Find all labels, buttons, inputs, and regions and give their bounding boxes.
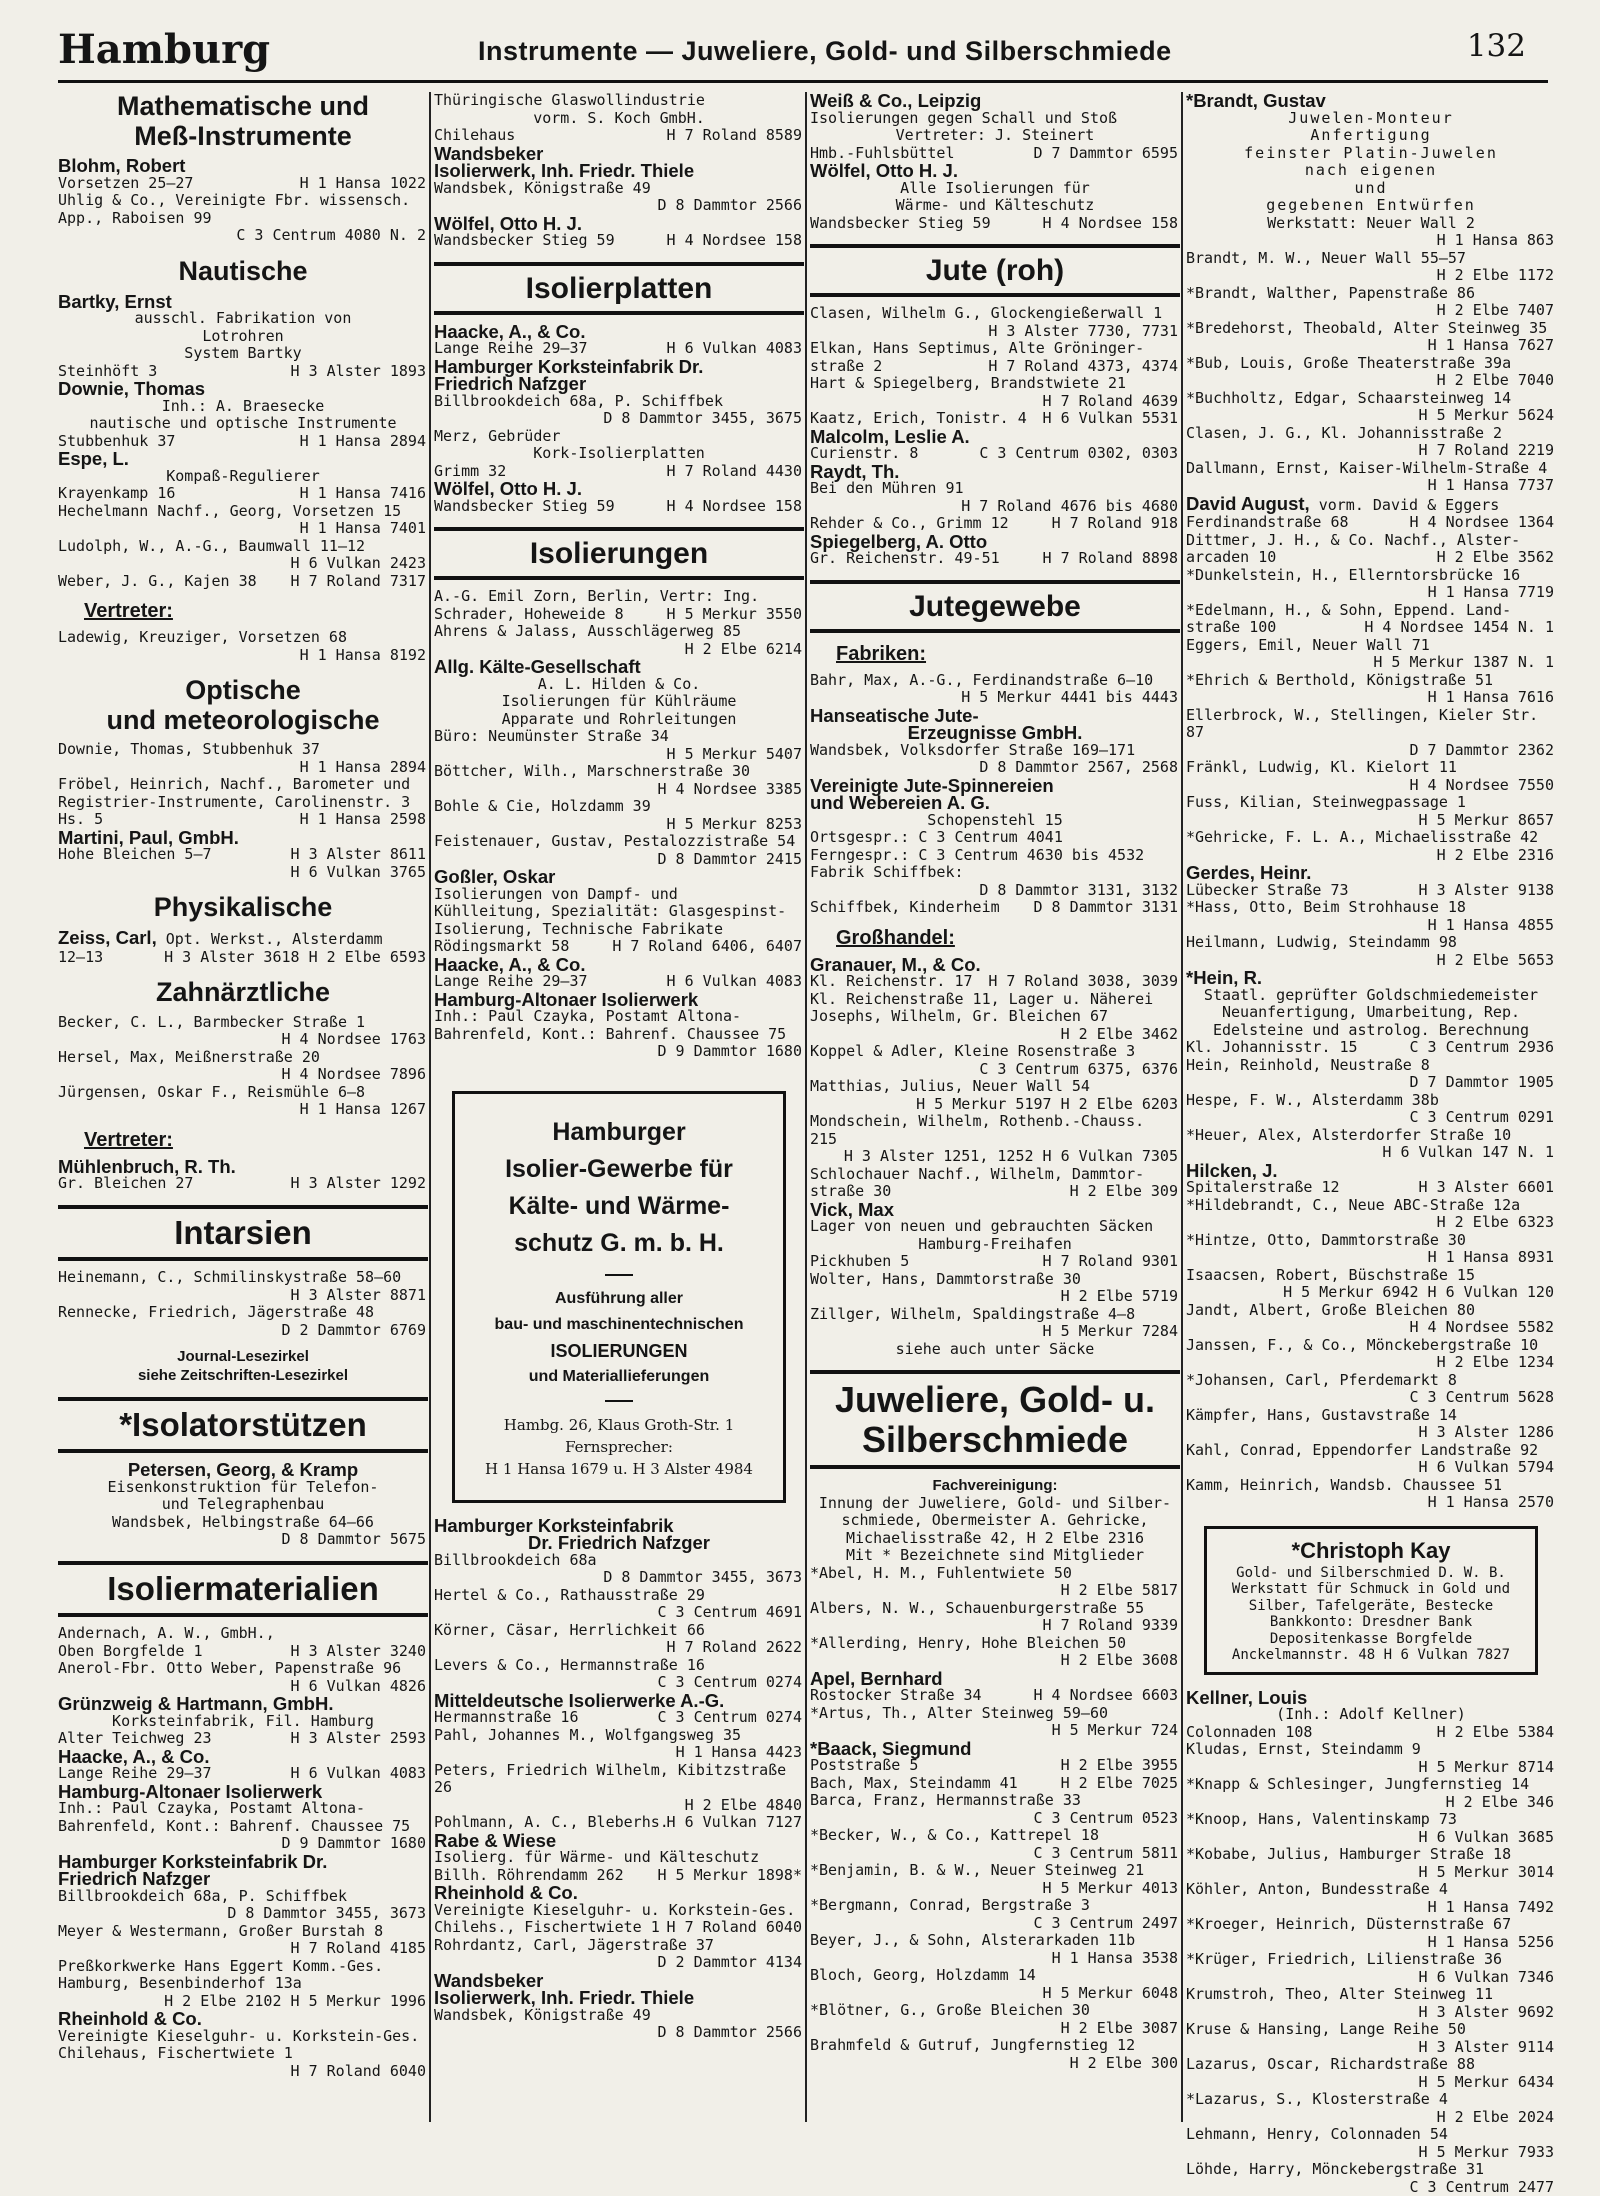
entry: Krumstroh, Theo, Alter Steinweg 11 H 3 Alster 9692 [1186, 1985, 1554, 2021]
entry: *Bub, Louis, Große Theaterstraße 39a H 2 Elbe 7040 [1186, 353, 1554, 389]
entry: *Gehricke, F. L. A., Michaelisstraße 42 H 2 Elbe 2316 [1186, 828, 1554, 864]
entry: Kaatz, Erich, Tonistr. 4 H 6 Vulkan 5531 [810, 409, 1178, 427]
subheading: Vertreter: [84, 1128, 173, 1151]
section-heading: Juweliere, Gold- u. Silberschmiede [810, 1370, 1180, 1469]
entry: *Hein, R. Staatl. geprüfter Goldschmiedemeister Neuanfertigung, Umarbeitung, Rep. Edelsteine und astrolog. Berechnung Kl. Johannisstr. 15 C 3 Centrum 2936 [1186, 967, 1554, 1056]
entry: *Heuer, Alex, Alsterdorfer Straße 10 H 6 Vulkan 147 N. 1 [1186, 1125, 1554, 1161]
entry: *Brandt, Gustav Juwelen-Monteur Anfertigung feinster Platin-Juwelen nach eigenen und gegebenen Entwürfen Werkstatt: Neuer Wall 2 H 1 Hansa 863 [1186, 90, 1554, 249]
entry: Wandsbeker Isolierwerk, Inh. Friedr. Thiele Wandsbek, Königstraße 49 D 8 Dammtor 2566 [434, 1969, 802, 2041]
entry: *Hass, Otto, Beim Strohhause 18 H 1 Hansa 4855 [1186, 898, 1554, 934]
entry: Körner, Cäsar, Herrlichkeit 66 H 7 Roland 2622 [434, 1620, 802, 1656]
entry: Brandt, M. W., Neuer Wall 55—57 H 2 Elbe 1172 [1186, 248, 1554, 284]
entry: Fuss, Kilian, Steinwegpassage 1 H 5 Merkur 8657 [1186, 793, 1554, 829]
entry: *Knoop, Hans, Valentinskamp 73 H 6 Vulkan 3685 [1186, 1810, 1554, 1846]
entry: Levers & Co., Hermannstraße 16 C 3 Centrum 0274 [434, 1655, 802, 1691]
entry: Kruse & Hansing, Lange Reihe 50 H 3 Alster 9114 [1186, 2020, 1554, 2056]
entry: *Buchholtz, Edgar, Schaarsteinweg 14 H 5 Merkur 5624 [1186, 388, 1554, 424]
entry: *Edelmann, H., & Sohn, Eppend. Land- straße 100 H 4 Nordsee 1454 N. 1 [1186, 600, 1554, 636]
entry: *Hintze, Otto, Dammtorstraße 30 H 1 Hansa 8931 [1186, 1230, 1554, 1266]
subheading: Fabriken: [836, 642, 927, 665]
entry: Grünzweig & Hartmann, GmbH. Korksteinfabrik, Fil. Hamburg Alter Teichweg 23 H 3 Alster 2593 [58, 1693, 426, 1748]
entry: Clasen, J. G., Kl. Johannisstraße 2 H 7 Roland 2219 [1186, 423, 1554, 459]
column-2 [434, 92, 804, 2122]
advertisement-box: *Christoph Kay Gold- und Silberschmied D. W. B. Werkstatt für Schmuck in Gold und Silber, Tafelgeräte, Bestecke Bankkonto: Dresdner Bank Depositenkasse Borgfelde Anckelmannstr. 48 H 6 Vulkan 7827 [1204, 1526, 1538, 1675]
entry: Hamburger Korksteinfabrik Dr. Friedrich Nafzger Billbrookdeich 68a, P. Schiffbek D 8 Dammtor 3455, 3673 [58, 1850, 426, 1923]
entry: Bohle & Cie, Holzdamm 39 H 5 Merkur 8253 [434, 797, 802, 833]
entry: Allg. Kälte-Gesellschaft A. L. Hilden & Co. Isolierungen für Kühlräume Apparate und Rohrleitungen Büro: Neumünster Straße 34 H 5 Merkur 5407 [434, 656, 802, 763]
entry: Becker, C. L., Barmbecker Straße 1 H 4 Nordsee 1763 [58, 1012, 426, 1049]
entry: Kämpfer, Hans, Gustavstraße 14 H 3 Alster 1286 [1186, 1405, 1554, 1441]
entry: *Bergmann, Conrad, Bergstraße 3 C 3 Centrum 2497 [810, 1896, 1178, 1932]
entry: *Blötner, G., Große Bleichen 30 H 2 Elbe 3087 [810, 2001, 1178, 2037]
entry: Hanseatische Jute- Erzeugnisse GmbH. Wandsbek, Volksdorfer Straße 169—171 D 8 Dammtor 2567, 2568 [810, 704, 1178, 776]
section-heading: Intarsien [58, 1205, 428, 1261]
entry: Mühlenbruch, R. Th. Gr. Bleichen 27 H 3 Alster 1292 [58, 1155, 426, 1193]
entry: *Baack, Siegmund Poststraße 5 H 2 Elbe 3955 [810, 1737, 1178, 1775]
entry: Wölfel, Otto H. J. Wandsbecker Stieg 59 H 4 Nordsee 158 [434, 212, 802, 249]
entry: *Johansen, Carl, Pferdemarkt 8 C 3 Centrum 5628 [1186, 1370, 1554, 1406]
subheading: Vertreter: [84, 600, 173, 623]
entry: Hamburger Korksteinfabrik Dr. Friedrich Nafzger Billbrookdeich 68a, P. Schiffbek D 8 Dammtor 3455, 3675 [434, 355, 802, 427]
entry: Anerol-Fbr. Otto Weber, Papenstraße 96 H 6 Vulkan 4826 [58, 1659, 426, 1695]
entry: Ahrens & Jalass, Ausschlägerweg 85 H 2 Elbe 6214 [434, 622, 802, 658]
entry: Hamburg-Altonaer Isolierwerk Inh.: Paul Czayka, Postamt Altona- Bahrenfeld, Kont.: Bahrenf. Chaussee 75 D 9 Dammtor 1680 [58, 1780, 426, 1853]
column-3 [810, 92, 1180, 2122]
advertisement-box: Hamburger Isolier-Gewerbe für Kälte- und Wärme- schutz G. m. b. H. Ausführung aller bau- und maschinentechnischen ISOLIERUNGEN und Materiallieferungen Hambg. 26, Klaus Groth-Str. 1 Fernsprecher: H 1 Hansa 1679 u. H 3 Alster 4984 [452, 1091, 786, 1503]
entry: Lehmann, Henry, Colonnaden 54 H 5 Merkur 7933 [1186, 2125, 1554, 2161]
entry: Löhde, Harry, Mönckebergstraße 31 C 3 Centrum 2477 [1186, 2160, 1554, 2196]
entry: Bloch, Georg, Holzdamm 14 H 5 Merkur 6048 [810, 1966, 1178, 2002]
entry: Spiegelberg, A. Otto Gr. Reichenstr. 49-51 H 7 Roland 8898 [810, 530, 1178, 567]
entry: Blohm, Robert Vorsetzen 25—27 H 1 Hansa 1022 Uhlig & Co., Vereinigte Fbr. wissensch. App., Raboisen 99 C 3 Centrum 4080 N. 2 [58, 155, 426, 245]
entry: Brahmfeld & Gutruf, Jungfernstieg 12 H 2 Elbe 300 [810, 2036, 1178, 2072]
entry: Feistenauer, Gustav, Pestalozzistraße 54 D 8 Dammtor 2415 [434, 832, 802, 868]
entry: Rehder & Co., Grimm 12 H 7 Roland 918 [810, 514, 1178, 532]
entry: Böttcher, Wilh., Marschnerstraße 30 H 4 Nordsee 3385 [434, 762, 802, 798]
entry: Eggers, Emil, Neuer Wall 71 H 5 Merkur 1387 N. 1 [1186, 635, 1554, 671]
entry: Hein, Reinhold, Neustraße 8 D 7 Dammtor 1905 [1186, 1055, 1554, 1091]
entry: Mondschein, Wilhelm, Rothenb.-Chauss. 215 H 3 Alster 1251, 1252 H 6 Vulkan 7305 [810, 1112, 1178, 1165]
entry: Dittmer, J. H., & Co. Nachf., Alster- arcaden 10 H 2 Elbe 3562 [1186, 530, 1554, 566]
entry: Ladewig, Kreuziger, Vorsetzen 68 H 1 Hansa 8192 [58, 628, 426, 664]
section-heading: Mathematische und Meß-Instrumente [116, 91, 370, 151]
entry: *Ehrich & Berthold, Königstraße 51 H 1 Hansa 7616 [1186, 670, 1554, 706]
entry: Clasen, Wilhelm G., Glockengießerwall 1 H 3 Alster 7730, 7731 [810, 304, 1178, 340]
entry: Josephs, Wilhelm, Gr. Bleichen 67 H 2 Elbe 3462 [810, 1007, 1178, 1043]
column-rule [805, 92, 807, 2122]
entry: Thüringische Glaswollindustrie vorm. S. Koch GmbH. Chilehaus H 7 Roland 8589 [434, 91, 802, 144]
section-heading: Optische und meteorologische [106, 675, 380, 735]
section-heading: Jute (roh) [810, 244, 1180, 297]
section-heading: Isoliermaterialien [58, 1561, 428, 1617]
entry: *Bredehorst, Theobald, Alter Steinweg 35 H 1 Hansa 7627 [1186, 318, 1554, 354]
section-heading: Nautische [178, 255, 308, 286]
entry: Zeiss, Carl, Opt. Werkst., Alsterdamm 12—13 H 3 Alster 3618 H 2 Elbe 6593 [58, 927, 426, 966]
entry: Schlochauer Nachf., Wilhelm, Dammtor- straße 30 H 2 Elbe 309 [810, 1164, 1178, 1200]
section-heading: Isolierplatten [434, 262, 804, 315]
entry: Weber, J. G., Kajen 38 H 7 Roland 7317 [58, 571, 426, 590]
entry: *Krüger, Friedrich, Lilienstraße 36 H 6 Vulkan 7346 [1186, 1950, 1554, 1986]
entry: Apel, Bernhard Rostocker Straße 34 H 4 Nordsee 6603 [810, 1667, 1178, 1705]
entry: Bartky, Ernst ausschl. Fabrikation von Lotrohren System Bartky Steinhöft 3 H 3 Alster 1893 [58, 290, 426, 380]
divider [605, 1400, 633, 1402]
entry: Hart & Spiegelberg, Brandstwiete 21 H 7 Roland 4639 [810, 374, 1178, 410]
entry: Barca, Franz, Hermannstraße 33 C 3 Centrum 0523 [810, 1791, 1178, 1827]
entry: *Becker, W., & Co., Kattrepel 18 C 3 Centrum 5811 [810, 1826, 1178, 1862]
entry: Rennecke, Friedrich, Jägerstraße 48 D 2 Dammtor 6769 [58, 1303, 426, 1339]
section-heading: *Isolatorstützen [58, 1397, 428, 1453]
entry: Elkan, Hans Septimus, Alte Gröninger- straße 2 H 7 Roland 4373, 4374 [810, 339, 1178, 375]
entry: Andernach, A. W., GmbH., Oben Borgfelde 1 H 3 Alster 3240 [58, 1624, 426, 1660]
entry: Preßkorkwerke Hans Eggert Komm.-Ges. Hamburg, Besenbinderhof 13a H 2 Elbe 2102 H 5 Merkur 1996 [58, 1956, 426, 2010]
entry: *Abel, H. M., Fuhlentwiete 50 H 2 Elbe 5817 [810, 1563, 1178, 1600]
entry: Zillger, Wilhelm, Spaldingstraße 4—8 H 5 Merkur 7284 [810, 1304, 1178, 1340]
entry: Malcolm, Leslie A. Curienstr. 8 C 3 Centrum 0302, 0303 [810, 425, 1178, 462]
entry: Wölfel, Otto H. J. Alle Isolierungen für Wärme- und Kälteschutz Wandsbecker Stieg 59 H 4 Nordsee 158 [810, 160, 1178, 232]
entry: Hertel & Co., Rathausstraße 29 C 3 Centrum 4691 [434, 1585, 802, 1621]
entry: Haacke, A., & Co. Lange Reihe 29—37 H 6 Vulkan 4083 [434, 953, 802, 990]
entry: Vick, Max Lager von neuen und gebrauchten Säcken Hamburg-Freihafen Pickhuben 5 H 7 Roland 9301 [810, 1198, 1178, 1270]
entry: A.-G. Emil Zorn, Berlin, Vertr: Ing. Schrader, Hoheweide 8 H 5 Merkur 3550 [434, 587, 802, 623]
entry: Rabe & Wiese Isolierg. für Wärme- und Kälteschutz Billh. Röhrendamm 262 H 5 Merkur 1898* [434, 1829, 802, 1884]
entry: Bach, Max, Steindamm 41 H 2 Elbe 7025 [810, 1773, 1178, 1792]
entry: Beyer, J., & Sohn, Alsterarkaden 11b H 1 Hansa 3538 [810, 1931, 1178, 1967]
entry: Martini, Paul, GmbH. Hohe Bleichen 5—7 H 3 Alster 8611 H 6 Vulkan 3765 [58, 826, 426, 881]
entry: *Benjamin, B. & W., Neuer Steinweg 21 H 5 Merkur 4013 [810, 1861, 1178, 1897]
entry: *Allerding, Henry, Hohe Bleichen 50 H 2 Elbe 3608 [810, 1633, 1178, 1670]
entry: Janssen, F., & Co., Mönckebergstraße 10 H 2 Elbe 1234 [1186, 1335, 1554, 1371]
column-4 [1186, 90, 1556, 2196]
entry: Matthias, Julius, Neuer Wall 54 H 5 Merkur 5197 H 2 Elbe 6203 [810, 1077, 1178, 1113]
entry: Meyer & Westermann, Großer Burstah 8 H 7 Roland 4185 [58, 1921, 426, 1958]
entry: Heinemann, C., Schmilinskystraße 58—60 H 3 Alster 8871 [58, 1268, 426, 1304]
entry: Downie, Thomas, Stubbenhuk 37 H 1 Hansa 2894 [58, 740, 426, 776]
entry: Hamburger Korksteinfabrik Dr. Friedrich Nafzger Billbrookdeich 68a D 8 Dammtor 3455, 3673 [434, 1514, 802, 1586]
entry: Hamburg-Altonaer Isolierwerk Inh.: Paul Czayka, Postamt Altona- Bahrenfeld, Kont.: Bahrenf. Chaussee 75 D 9 Dammtor 1680 [434, 988, 802, 1060]
subheading: Großhandel: [836, 926, 955, 949]
entry: Vereinigte Jute-Spinnereien und Webereien A. G. Schopenstehl 15 Ortsgespr.: C 3 Centrum 4041 Ferngespr.: C 3 Centrum 4630 bis 4532 Fabrik Schiffbek: D 8 Dammtor 3131, 3132 Schiffbek, Kinderheim D 8 Dammtor 3131 [810, 774, 1178, 916]
entry: Kludas, Ernst, Steindamm 9 H 5 Merkur 8714 [1186, 1740, 1554, 1776]
association-note: Fachvereinigung: Innung der Juweliere, Gold- und Silber- schmiede, Obermeister A. Gehricke, Michaelisstraße 42, H 2 Elbe 2316 Mit * Bezeichnete sind Mitglieder [818, 1477, 1172, 1565]
entry: Merz, Gebrüder Kork-Isolierplatten Grimm 32 H 7 Roland 4430 [434, 426, 802, 480]
entry: Petersen, Georg, & Kramp Eisenkonstruktion für Telefon- und Telegraphenbau Wandsbek, Helbingstraße 64—66 D 8 Dammtor 5675 [107, 1459, 426, 1549]
entry: Peters, Friedrich Wilhelm, Kibitzstraße 26 H 2 Elbe 4840 [434, 1760, 802, 1814]
entry: Raydt, Th. Bei den Mühren 91 H 7 Roland 4676 bis 4680 [810, 460, 1178, 515]
entry: Albers, N. W., Schauenburgerstraße 55 H 7 Roland 9339 [810, 1598, 1178, 1635]
entry: Ludolph, W., A.-G., Baumwall 11—12 H 6 Vulkan 2423 [58, 536, 426, 573]
column-rule [1181, 92, 1183, 2122]
entry: Haacke, A., & Co. Lange Reihe 29—37 H 6 Vulkan 4083 [58, 1745, 426, 1783]
entry: *Brandt, Walther, Papenstraße 86 H 2 Elbe 7407 [1186, 283, 1554, 319]
entry: *Lazarus, S., Klosterstraße 4 H 2 Elbe 2024 [1186, 2090, 1554, 2126]
section-heading: Jutegewebe [810, 580, 1180, 633]
page-header [58, 22, 1548, 83]
section-heading: Zahnärztliche [155, 977, 331, 1008]
entry: *Hildebrandt, C., Neue ABC-Straße 12a H 2 Elbe 6323 [1186, 1195, 1554, 1231]
entry: Wandsbeker Isolierwerk, Inh. Friedr. Thiele Wandsbek, Königstraße 49 D 8 Dammtor 2566 [434, 142, 802, 214]
entry: Haacke, A., & Co. Lange Reihe 29—37 H 6 Vulkan 4083 [434, 320, 802, 357]
entry: Weiß & Co., Leipzig Isolierungen gegen Schall und Stoß Vertreter: J. Steinert Hmb.-Fuhlsbüttel D 7 Dammtor 6595 [810, 90, 1178, 162]
entry: Pahl, Johannes M., Wolfgangsweg 35 H 1 Hansa 4423 [434, 1725, 802, 1761]
divider [605, 1274, 633, 1276]
entry: *Artus, Th., Alter Steinweg 59—60 H 5 Merkur 724 [810, 1703, 1178, 1740]
entry: Hilcken, J. Spitalerstraße 12 H 3 Alster 6601 [1186, 1159, 1554, 1196]
entry: Jürgensen, Oskar F., Reismühle 6—8 H 1 Hansa 1267 [58, 1082, 426, 1119]
entry: Fröbel, Heinrich, Nachf., Barometer und Registrier-Instrumente, Carolinenstr. 3 Hs. 5 H 1 Hansa 2598 [58, 775, 426, 829]
header-section: Instrumente — Juweliere, Gold- und Silberschmiede [478, 36, 1172, 66]
page-number: 132 [1466, 28, 1526, 64]
column-rule [429, 92, 431, 2122]
header-city: Hamburg [58, 26, 271, 73]
entry: Fränkl, Ludwig, Kl. Kielort 11 H 4 Nordsee 7550 [1186, 758, 1554, 794]
entry: Hespe, F. W., Alsterdamm 38b C 3 Centrum 0291 [1186, 1090, 1554, 1126]
entry: Pohlmann, A. C., Bleberhs. H 6 Vulkan 7127 [434, 1813, 802, 1831]
entry: Gerdes, Heinr. Lübecker Straße 73 H 3 Alster 9138 [1186, 862, 1554, 899]
section-heading: Physikalische [153, 892, 333, 923]
entry: Rheinhold & Co. Vereinigte Kieselguhr- u. Korkstein-Ges. Chilehs., Fischertwiete 1 H 7 Roland 6040 [434, 1882, 802, 1936]
entry: Kamm, Heinrich, Wandsb. Chaussee 51 H 1 Hansa 2570 [1186, 1475, 1554, 1511]
entry: Hechelmann Nachf., Georg, Vorsetzen 15 H 1 Hansa 7401 [58, 501, 426, 538]
entry: *Kroeger, Heinrich, Düsternstraße 67 H 1 Hansa 5256 [1186, 1915, 1554, 1951]
entry: Bahr, Max, A.-G., Ferdinandstraße 6—10 H 5 Merkur 4441 bis 4443 [810, 670, 1178, 706]
entry: Rheinhold & Co. Vereinigte Kieselguhr- u. Korkstein-Ges. Chilehaus, Fischertwiete 1 H 7 Roland 6040 [58, 2008, 426, 2080]
entry: Goßler, Oskar Isolierungen von Dampf- und Kühlleitung, Spezialität: Glasgespinst- Isolierung, Technische Fabrikate Rödingsmarkt 58 H 7 Roland 6406, 6407 [434, 866, 802, 955]
entry: Kahl, Conrad, Eppendorfer Landstraße 92 H 6 Vulkan 5794 [1186, 1440, 1554, 1476]
entry: Koppel & Adler, Kleine Rosenstraße 3 C 3 Centrum 6375, 6376 [810, 1042, 1178, 1078]
cross-reference: Journal-Lesezirkel siehe Zeitschriften-Lesezirkel [137, 1348, 349, 1385]
entry: Köhler, Anton, Bundesstraße 4 H 1 Hansa 7492 [1186, 1880, 1554, 1916]
entry: Jandt, Albert, Große Bleichen 80 H 4 Nordsee 5582 [1186, 1300, 1554, 1336]
entry: Hersel, Max, Meißnerstraße 20 H 4 Nordsee 7896 [58, 1047, 426, 1084]
entry: Isaacsen, Robert, Büschstraße 15 H 5 Merkur 6942 H 6 Vulkan 120 [1186, 1265, 1554, 1301]
entry: Downie, Thomas Inh.: A. Braesecke nautische und optische Instrumente Stubbenhuk 37 H 1 Hansa 2894 [58, 378, 426, 450]
entry: Wölfel, Otto H. J. Wandsbecker Stieg 59 H 4 Nordsee 158 [434, 478, 802, 515]
entry: Wolter, Hans, Dammtorstraße 30 H 2 Elbe 5719 [810, 1269, 1178, 1305]
entry: Lazarus, Oscar, Richardstraße 88 H 5 Merkur 6434 [1186, 2055, 1554, 2091]
entry: Kellner, Louis (Inh.: Adolf Kellner) Colonnaden 108 H 2 Elbe 5384 [1186, 1686, 1554, 1741]
entry: David August, vorm. David & Eggers Ferdinandstraße 68 H 4 Nordsee 1364 [1186, 492, 1554, 531]
entry: Espe, L. Kompaß-Regulierer Krayenkamp 16 H 1 Hansa 7416 [58, 448, 426, 503]
entry: Heilmann, Ludwig, Steindamm 98 H 2 Elbe 5653 [1186, 933, 1554, 969]
column-1 [58, 92, 428, 2122]
cross-reference: siehe auch unter Säcke [895, 1339, 1095, 1358]
entry: Dallmann, Ernst, Kaiser-Wilhelm-Straße 4 H 1 Hansa 7737 [1186, 458, 1554, 494]
entry: *Dunkelstein, H., Ellerntorsbrücke 16 H 1 Hansa 7719 [1186, 565, 1554, 601]
section-heading: Isolierungen [434, 527, 804, 580]
entry: *Kobabe, Julius, Hamburger Straße 18 H 5 Merkur 3014 [1186, 1845, 1554, 1881]
entry: *Knapp & Schlesinger, Jungfernstieg 14 H 2 Elbe 346 [1186, 1775, 1554, 1811]
entry: Mitteldeutsche Isolierwerke A.-G. Hermannstraße 16 C 3 Centrum 0274 [434, 1689, 802, 1726]
entry: Rohrdantz, Carl, Jägerstraße 37 D 2 Dammtor 4134 [434, 1935, 802, 1971]
entry: Granauer, M., & Co. Kl. Reichenstr. 17 H 7 Roland 3038, 3039 Kl. Reichenstraße 11, Lager u. Näherei [810, 953, 1178, 1008]
entry: Ellerbrock, W., Stellingen, Kieler Str. 87 D 7 Dammtor 2362 [1186, 705, 1554, 759]
